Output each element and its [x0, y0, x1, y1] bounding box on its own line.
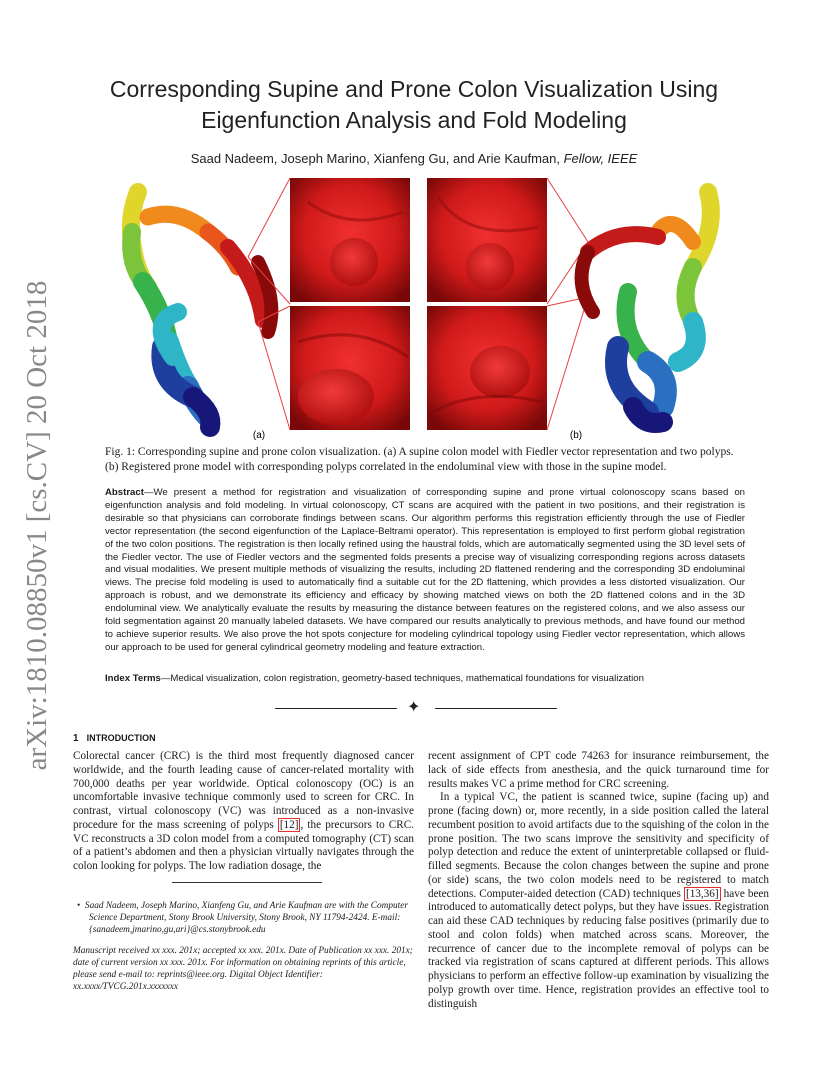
section-number: 1 [73, 733, 79, 744]
index-terms-text: —Medical visualization, colon registration, geometry-based techniques, mathematical foundations for visualization [160, 673, 644, 684]
body-left-column [73, 750, 414, 874]
supine-colon-model [131, 192, 271, 427]
author-list [60, 151, 768, 166]
abstract-label: Abstract [105, 487, 144, 498]
section-divider [275, 699, 560, 719]
section-title: INTRODUCTION [86, 733, 156, 743]
figure-label-b: (b) [569, 430, 583, 440]
divider-line-left [275, 708, 397, 709]
body-right-column [428, 750, 769, 1011]
divider-ornament-icon: ✦ [407, 699, 421, 716]
abstract-text: —We present a method for registration and visualization of corresponding supine and prone virtual colonoscopy scans based on eigenfunction analysis and fold modeling. In virtual colonoscopy, CT scans are acquired with the patient in two positions, and their registration is desirable so that physicians can corroborate findings between scans. Our algorithm performs this registration efficiently through the use of Fiedler vector representation (the second eigenfunction of the Laplace-Beltrami operator). This representation is employed to first perform global registration of the two colon positions. The registration is then locally refined using the haustral folds, which are automatically segmented using the 3D level sets of the Fiedler vector. The use of Fiedler vectors and the segmented folds presents a precise way of visualizing corresponding regions across datasets and visual modalities. We present multiple methods of visualizing the results, including 2D flattened rendering and the corresponding 3D endoluminal views. The precise fold modeling is used to automatically find a suitable cut for the 2D flattening, which provides a less distorted visualization. Our approach is robust, and we demonstrate its efficiency and efficacy by showing matched views on both the 2D flattened colons and in the 3D endoluminal view. We analytically evaluate the results by measuring the distance between features on the registered colons, and we also assess our fold segmentation against 20 manually labeled datasets. We have compared our results analytically to previous methods, and have found our method to achieve superior results. We also prove the hot spots conjecture for modeling cylindrical topology using Fiedler vector representation, which allows our approach to be used for general cylindrical geometry modeling and feature extraction. [105, 487, 745, 653]
section-heading [73, 733, 156, 744]
figure-label-a: (a) [252, 430, 266, 440]
endoluminal-view-supine-1 [290, 178, 410, 302]
figure-1 [118, 172, 738, 440]
intro-paragraph-1a: Colorectal cancer (CRC) is the third most frequently diagnosed cancer worldwide, and the fourth leading cause of cancer-related mortality with 700,000 deaths per year worldwide. Optical colonoscopy (OC) is an uncomfortable invasive technique commonly used to screen for CRC. In contrast, virtual colonoscopy (VC) was introduced as a non-invasive procedure for the mass screening of polyps [73, 750, 414, 831]
footnote [73, 900, 414, 993]
intro-paragraph-1b: , the precursors to CRC. VC reconstructs a 3D colon model from a computed tomography (CT) scan of a patient’s abdomen and then a physician virtually navigates through the colon looking for polyps. The low radiation dosage, the [73, 818, 414, 872]
author-names: Saad Nadeem, Joseph Marino, Xianfeng Gu, and Arie Kaufman, [190, 151, 560, 166]
intro-paragraph-3a: In a typical VC, the patient is scanned twice, supine (facing up) and prone (facing down) or, more recently, in a side position called the lateral recumbent position to avoid artifacts due to the squishing of the colon in the prone position. The two scans improve the sensitivity and specificity of polyp detection and reduce the extent of uninterpretable collapsed or fluid-filled segments. Because the colon changes between the supine and prone (or side) scans, the two colon models need to be registered to match detections. Computer-aided detection (CAD) techniques [428, 791, 769, 900]
divider-line-right [435, 708, 557, 709]
intro-paragraph-3b: have been introduced to automatically detect polyps, but they have issues. Registration can aid these CAD techniques by reducing false positives (primarily due to stool and colon folds) when matched across scans. Moreover, the recurrence of cancer due to the incomplete removal of polyps can be tracked via registration of scans captured at different periods. This allows physicians to perform an effective follow-up examination by visualizing the polyp growth over time. Hence, registration provides an effective tool to distinguish [428, 887, 769, 1010]
paper-title: Corresponding Supine and Prone Colon Visualization Using Eigenfunction Analysis and Fold Modeling [109, 76, 719, 133]
prone-colon-model [582, 192, 711, 423]
citation-link-12[interactable]: [12] [279, 818, 299, 831]
index-terms [105, 673, 745, 686]
footnote-bullet-icon: • [77, 901, 81, 911]
author-fellow-note: Fellow, IEEE [563, 151, 638, 166]
footnote-manuscript: Manuscript received xx xxx. 201x; accepted xx xxx. 201x. Date of Publication xx xxx. 201x; date of current version xx xxx. 201x. For information on obtaining reprints of this article, please send e-mail to: reprints@ieee.org. Digital Object Identifier: xx.xxxx/TVCG.201x.xxxxxxx [73, 945, 413, 993]
citation-link-13-36[interactable]: [13,36] [685, 887, 719, 900]
endoluminal-view-supine-2 [290, 306, 410, 430]
intro-paragraph-2: recent assignment of CPT code 74263 for insurance reimbursement, the lack of side effects from anesthesia, and the quick turnaround time for results makes VC a prime method for CRC screening. [428, 750, 769, 790]
footnote-rule [172, 882, 322, 883]
abstract [105, 487, 745, 655]
figure-1-graphic [118, 172, 738, 440]
endoluminal-view-prone-2 [427, 306, 547, 430]
arxiv-identifier: arXiv:1810.08850v1 [cs.CV] 20 Oct 2018 [21, 280, 53, 771]
figure-caption: Fig. 1: Corresponding supine and prone colon visualization. (a) A supine colon model with Fiedler vector representation and two polyps. (b) Registered prone model with corresponding polyps correlated in the endoluminal view with those in the supine model. [105, 446, 734, 473]
endoluminal-view-prone-1 [427, 178, 547, 302]
index-terms-label: Index Terms [105, 673, 161, 684]
footnote-affiliation: Saad Nadeem, Joseph Marino, Xianfeng Gu, and Arie Kaufman are with the Computer Science Department, Stony Brook University, Stony Brook, NY 11794-2424. E-mail: {sanadeem,jmarino,gu,ari}@cs.stonybrook.edu [84, 901, 408, 936]
